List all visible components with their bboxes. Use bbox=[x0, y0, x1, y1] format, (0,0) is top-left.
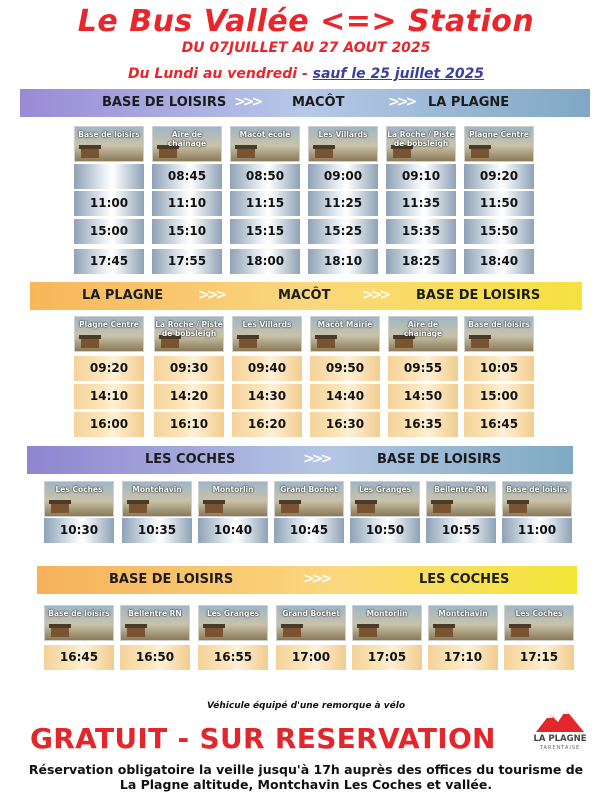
stop-name: Bellentre RN bbox=[128, 609, 182, 618]
stop-name: Grand Bochet bbox=[282, 609, 340, 618]
departure-time: 17:55 bbox=[152, 249, 222, 274]
route-band-4 bbox=[37, 566, 577, 594]
stop-photo bbox=[464, 126, 534, 162]
route-band-from: LA PLAGNE bbox=[82, 288, 164, 303]
departure-time: 16:45 bbox=[44, 645, 114, 670]
reservation-info-line: La Plagne altitude, Montchavin Les Coches et vallée. bbox=[119, 777, 493, 792]
stop-photo bbox=[74, 316, 144, 352]
departure-time: 14:40 bbox=[310, 384, 380, 409]
departure-time: 09:20 bbox=[74, 356, 144, 381]
stop-photo bbox=[232, 316, 302, 352]
departure-time: 17:00 bbox=[276, 645, 346, 670]
stop-photo bbox=[274, 481, 344, 517]
route-arrow-icon: >>> bbox=[388, 94, 415, 110]
chalet-icon bbox=[51, 504, 69, 513]
stop-name: Plagne Centre bbox=[79, 320, 139, 329]
stop-photo bbox=[350, 481, 420, 517]
departure-time: 09:30 bbox=[154, 356, 224, 381]
departure-time: 17:15 bbox=[504, 645, 574, 670]
departure-time: 10:30 bbox=[44, 518, 114, 543]
departure-time: 16:35 bbox=[388, 412, 458, 437]
stop-name: Montchavin bbox=[132, 485, 182, 494]
stop-photo bbox=[230, 126, 300, 162]
route-arrow-icon: >>> bbox=[198, 287, 225, 303]
stop-name: Plagne Centre bbox=[469, 130, 529, 139]
reservation-info-line: Réservation obligatoire la veille jusqu'à 17h auprès des offices du tourisme de bbox=[28, 762, 584, 777]
departure-time: 11:25 bbox=[308, 191, 378, 216]
stop-name: Base de loisirs bbox=[468, 320, 530, 329]
departure-time: 14:20 bbox=[154, 384, 224, 409]
route-arrow-icon: >>> bbox=[303, 571, 330, 587]
chalet-icon bbox=[317, 339, 335, 348]
stop-name: Les Granges bbox=[206, 609, 260, 618]
chalet-icon bbox=[239, 339, 257, 348]
stop-name: Aire de chainage bbox=[167, 130, 207, 148]
departure-time: 15:00 bbox=[464, 384, 534, 409]
chalet-icon bbox=[205, 504, 223, 513]
departure-time: 16:55 bbox=[198, 645, 268, 670]
stop-photo bbox=[74, 126, 144, 162]
departure-time: 16:45 bbox=[464, 412, 534, 437]
departure-time: 15:10 bbox=[152, 219, 222, 244]
stop-name: Les Coches bbox=[515, 609, 563, 618]
stop-name: Macôt Mairie bbox=[317, 320, 373, 329]
route-band-mid: MACÔT bbox=[278, 288, 331, 303]
route-band-1 bbox=[20, 89, 590, 117]
free-reservation-banner: GRATUIT - SUR RESERVATION bbox=[30, 722, 496, 755]
stop-name: Base de loisirs bbox=[78, 130, 140, 139]
chalet-icon bbox=[237, 149, 255, 158]
service-days bbox=[0, 66, 612, 82]
departure-time: 11:00 bbox=[74, 191, 144, 216]
route-band-from: BASE DE LOISIRS bbox=[102, 95, 227, 110]
stop-name: Les Granges bbox=[358, 485, 412, 494]
departure-time: 11:15 bbox=[230, 191, 300, 216]
stop-photo bbox=[198, 605, 268, 641]
logo-name: LA PLAGNE bbox=[533, 734, 587, 744]
stop-photo bbox=[352, 605, 422, 641]
chalet-icon bbox=[471, 339, 489, 348]
stop-name: La Roche / Piste de bobsleigh bbox=[387, 130, 455, 148]
stop-name: Bellentre RN bbox=[434, 485, 488, 494]
departure-time: 10:45 bbox=[274, 518, 344, 543]
departure-time: 16:50 bbox=[120, 645, 190, 670]
chalet-icon bbox=[357, 504, 375, 513]
departure-time: 10:05 bbox=[464, 356, 534, 381]
days-exception: sauf le 25 juillet 2025 bbox=[312, 66, 485, 82]
date-range: DU 07JUILLET AU 27 AOUT 2025 bbox=[181, 40, 431, 56]
route-arrow-icon: >>> bbox=[303, 451, 330, 467]
stop-name: Montorlin bbox=[212, 485, 254, 494]
route-band-from: LES COCHES bbox=[145, 452, 236, 467]
departure-time: 10:55 bbox=[426, 518, 496, 543]
route-arrow-icon: >>> bbox=[234, 94, 261, 110]
departure-time: 14:50 bbox=[388, 384, 458, 409]
departure-time: 18:40 bbox=[464, 249, 534, 274]
route-band-to: LES COCHES bbox=[419, 572, 510, 587]
stop-photo bbox=[428, 605, 498, 641]
chalet-icon bbox=[315, 149, 333, 158]
departure-time bbox=[74, 164, 144, 189]
chalet-icon bbox=[81, 149, 99, 158]
departure-time: 10:35 bbox=[122, 518, 192, 543]
departure-time: 15:15 bbox=[230, 219, 300, 244]
stop-name: Aire de chainage bbox=[403, 320, 443, 338]
departure-time: 09:00 bbox=[308, 164, 378, 189]
departure-time: 17:10 bbox=[428, 645, 498, 670]
departure-time: 08:45 bbox=[152, 164, 222, 189]
stop-photo bbox=[198, 481, 268, 517]
departure-time: 18:00 bbox=[230, 249, 300, 274]
departure-time: 15:25 bbox=[308, 219, 378, 244]
stop-photo bbox=[276, 605, 346, 641]
departure-time: 18:10 bbox=[308, 249, 378, 274]
chalet-icon bbox=[127, 628, 145, 637]
departure-time: 11:00 bbox=[502, 518, 572, 543]
chalet-icon bbox=[471, 149, 489, 158]
chalet-icon bbox=[395, 339, 413, 348]
chalet-icon bbox=[511, 628, 529, 637]
chalet-icon bbox=[283, 628, 301, 637]
route-band-from: BASE DE LOISIRS bbox=[109, 572, 234, 587]
departure-time: 08:50 bbox=[230, 164, 300, 189]
departure-time: 17:05 bbox=[352, 645, 422, 670]
chalet-icon bbox=[359, 628, 377, 637]
stop-name: Grand Bochet bbox=[280, 485, 338, 494]
chalet-icon bbox=[205, 628, 223, 637]
chalet-icon bbox=[509, 504, 527, 513]
departure-time: 15:00 bbox=[74, 219, 144, 244]
departure-time: 16:10 bbox=[154, 412, 224, 437]
stop-photo bbox=[122, 481, 192, 517]
stop-photo bbox=[388, 316, 458, 352]
stop-name: Les Villards bbox=[318, 130, 368, 139]
stop-name: Montorlin bbox=[366, 609, 408, 618]
departure-time: 09:10 bbox=[386, 164, 456, 189]
stop-name: Les Coches bbox=[55, 485, 103, 494]
departure-time: 09:50 bbox=[310, 356, 380, 381]
chalet-icon bbox=[161, 339, 179, 348]
reservation-info bbox=[0, 762, 612, 792]
mountain-icon bbox=[534, 706, 586, 734]
bike-trailer-note: Véhicule équipé d'une remorque à vélo bbox=[206, 701, 405, 711]
chalet-icon bbox=[281, 504, 299, 513]
departure-time: 14:30 bbox=[232, 384, 302, 409]
chalet-icon bbox=[159, 149, 177, 158]
departure-time: 15:35 bbox=[386, 219, 456, 244]
stop-name: Macôt école bbox=[239, 130, 291, 139]
departure-time: 09:55 bbox=[388, 356, 458, 381]
departure-time: 18:25 bbox=[386, 249, 456, 274]
stop-name: Montchavin bbox=[438, 609, 488, 618]
route-arrow-icon: >>> bbox=[362, 287, 389, 303]
departure-time: 16:30 bbox=[310, 412, 380, 437]
departure-time: 17:45 bbox=[74, 249, 144, 274]
la-plagne-logo bbox=[528, 706, 592, 752]
departure-time: 15:50 bbox=[464, 219, 534, 244]
days-prefix: Du Lundi au vendredi - bbox=[127, 66, 313, 82]
stop-photo bbox=[44, 481, 114, 517]
stop-photo bbox=[426, 481, 496, 517]
departure-time: 11:50 bbox=[464, 191, 534, 216]
route-band-mid: MACÔT bbox=[292, 95, 345, 110]
chalet-icon bbox=[393, 149, 411, 158]
stop-photo bbox=[386, 126, 456, 162]
stop-photo bbox=[44, 605, 114, 641]
stop-photo bbox=[152, 126, 222, 162]
stop-photo bbox=[310, 316, 380, 352]
stop-photo bbox=[502, 481, 572, 517]
page-title: Le Bus Vallée <=> Station bbox=[77, 4, 535, 39]
departure-time: 14:10 bbox=[74, 384, 144, 409]
stop-photo bbox=[308, 126, 378, 162]
route-band-3 bbox=[27, 446, 573, 474]
route-band-to: BASE DE LOISIRS bbox=[377, 452, 502, 467]
departure-time: 16:20 bbox=[232, 412, 302, 437]
departure-time: 10:40 bbox=[198, 518, 268, 543]
stop-photo bbox=[504, 605, 574, 641]
logo-subtitle: TARENTAISE bbox=[539, 745, 581, 751]
departure-time: 16:00 bbox=[74, 412, 144, 437]
stop-photo bbox=[120, 605, 190, 641]
chalet-icon bbox=[81, 339, 99, 348]
stop-photo bbox=[154, 316, 224, 352]
departure-time: 09:20 bbox=[464, 164, 534, 189]
chalet-icon bbox=[129, 504, 147, 513]
chalet-icon bbox=[435, 628, 453, 637]
route-band-2 bbox=[30, 282, 582, 310]
departure-time: 10:50 bbox=[350, 518, 420, 543]
route-band-to: LA PLAGNE bbox=[428, 95, 510, 110]
stop-photo bbox=[464, 316, 534, 352]
stop-name: Les Villards bbox=[242, 320, 292, 329]
stop-name: La Roche / Piste de bobsleigh bbox=[155, 320, 223, 338]
departure-time: 11:35 bbox=[386, 191, 456, 216]
departure-time: 09:40 bbox=[232, 356, 302, 381]
chalet-icon bbox=[433, 504, 451, 513]
departure-time: 11:10 bbox=[152, 191, 222, 216]
stop-name: Base de loisirs bbox=[506, 485, 568, 494]
stop-name: Base de loisirs bbox=[48, 609, 110, 618]
chalet-icon bbox=[51, 628, 69, 637]
route-band-to: BASE DE LOISIRS bbox=[416, 288, 541, 303]
